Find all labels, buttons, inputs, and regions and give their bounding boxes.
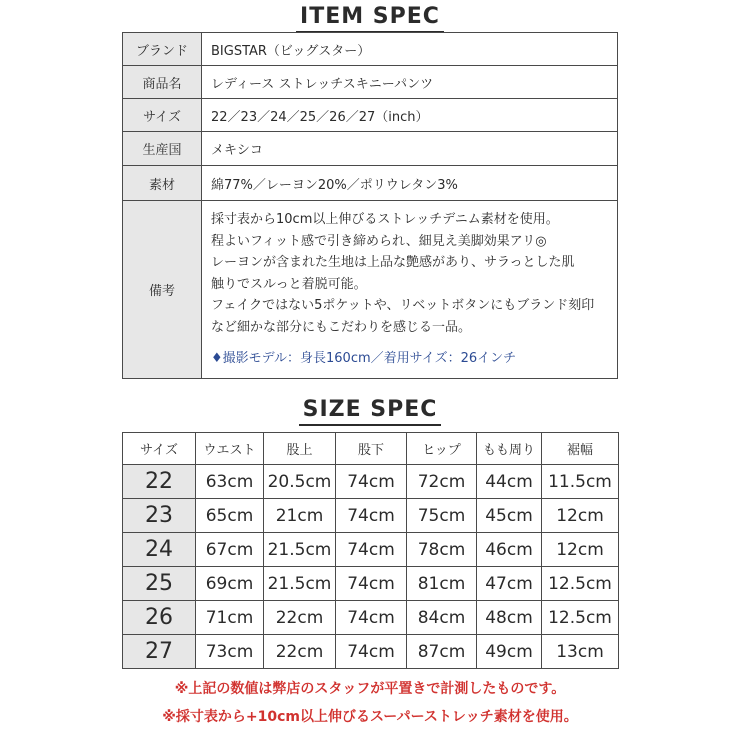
size-cell: 49cm — [477, 635, 542, 669]
size-spec-table — [122, 432, 619, 669]
size-cell: 44cm — [477, 465, 542, 499]
size-row — [123, 567, 619, 601]
size-cell: 74cm — [336, 601, 407, 635]
remarks-line: フェイクではない5ポケットや、リベットボタンにもブランド刻印 — [211, 298, 595, 314]
size-cell: 74cm — [336, 567, 407, 601]
size-cell: 71cm — [196, 601, 264, 635]
size-spec-title — [0, 397, 740, 426]
item-spec-title-text: ITEM SPEC — [296, 4, 444, 33]
spec-key: 素材 — [123, 166, 202, 201]
spec-key: 備考 — [123, 201, 202, 379]
model-info: ♦撮影モデル：身長160cm／着用サイズ：26インチ — [211, 351, 517, 367]
remarks-line: レーヨンが含まれた生地は上品な艶感があり、サラっとした肌 — [211, 255, 575, 271]
size-cell: 12.5cm — [542, 567, 619, 601]
size-cell: 46cm — [477, 533, 542, 567]
size-label: 24 — [123, 533, 196, 567]
size-cell: 65cm — [196, 499, 264, 533]
size-row — [123, 499, 619, 533]
size-label: 22 — [123, 465, 196, 499]
size-cell: 74cm — [336, 465, 407, 499]
remarks-line: 触りでスルっと着脱可能。 — [211, 276, 367, 292]
size-cell: 12.5cm — [542, 601, 619, 635]
spec-value: BIGSTAR（ビッグスター） — [202, 33, 618, 66]
remarks-line: 採寸表から10cm以上伸びるストレッチデニム素材を使用。 — [211, 212, 559, 228]
size-cell: 78cm — [407, 533, 477, 567]
spec-key: 生産国 — [123, 132, 202, 166]
size-cell: 22cm — [264, 601, 336, 635]
size-cell: 67cm — [196, 533, 264, 567]
size-header-cell: もも周り — [477, 433, 542, 465]
remarks-line: など細かな部分にもこだわりを感じる一品。 — [211, 319, 472, 335]
size-spec-title-text: SIZE SPEC — [299, 397, 442, 426]
size-cell: 81cm — [407, 567, 477, 601]
remarks-line: 程よいフィット感で引き締められ、細見え美脚効果アリ◎ — [211, 233, 547, 249]
spec-value: 22／23／24／25／26／27（inch） — [202, 99, 618, 132]
spec-value: 綿77%／レーヨン20%／ポリウレタン3% — [202, 166, 618, 201]
spec-row-origin — [123, 132, 618, 166]
size-row — [123, 465, 619, 499]
size-cell: 47cm — [477, 567, 542, 601]
spec-key: 商品名 — [123, 66, 202, 99]
size-header-cell: ヒップ — [407, 433, 477, 465]
size-header-row — [123, 433, 619, 465]
size-label: 23 — [123, 499, 196, 533]
remarks-spacer — [211, 338, 617, 348]
size-row — [123, 601, 619, 635]
measurement-note: ※上記の数値は弊店のスタッフが平置きで計測したものです。 — [174, 681, 566, 697]
size-header-cell: 裾幅 — [542, 433, 619, 465]
size-cell: 20.5cm — [264, 465, 336, 499]
size-cell: 74cm — [336, 499, 407, 533]
size-header-cell: 股下 — [336, 433, 407, 465]
size-cell: 69cm — [196, 567, 264, 601]
size-cell: 74cm — [336, 635, 407, 669]
spec-key: サイズ — [123, 99, 202, 132]
size-row — [123, 533, 619, 567]
size-cell: 22cm — [264, 635, 336, 669]
size-header-cell: 股上 — [264, 433, 336, 465]
size-label: 27 — [123, 635, 196, 669]
size-cell: 74cm — [336, 533, 407, 567]
size-cell: 12cm — [542, 533, 619, 567]
size-cell: 21cm — [264, 499, 336, 533]
remarks-cell — [202, 201, 618, 379]
size-header-cell: サイズ — [123, 433, 196, 465]
spec-row-remarks — [123, 201, 618, 379]
spec-key: ブランド — [123, 33, 202, 66]
spec-row-material — [123, 166, 618, 201]
size-cell: 48cm — [477, 601, 542, 635]
size-cell: 84cm — [407, 601, 477, 635]
size-header-cell: ウエスト — [196, 433, 264, 465]
size-cell: 72cm — [407, 465, 477, 499]
spec-value: レディース ストレッチスキニーパンツ — [202, 66, 618, 99]
item-spec-table — [122, 32, 618, 379]
size-cell: 12cm — [542, 499, 619, 533]
size-cell: 63cm — [196, 465, 264, 499]
size-cell: 75cm — [407, 499, 477, 533]
spec-row-size — [123, 99, 618, 132]
size-row — [123, 635, 619, 669]
spec-value: メキシコ — [202, 132, 618, 166]
size-cell: 87cm — [407, 635, 477, 669]
size-cell: 21.5cm — [264, 533, 336, 567]
item-spec-title — [0, 4, 740, 33]
size-label: 26 — [123, 601, 196, 635]
size-cell: 11.5cm — [542, 465, 619, 499]
size-cell: 45cm — [477, 499, 542, 533]
stretch-note: ※採寸表から+10cm以上伸びるスーパーストレッチ素材を使用。 — [162, 709, 578, 725]
size-cell: 21.5cm — [264, 567, 336, 601]
spec-row-product-name — [123, 66, 618, 99]
size-cell: 13cm — [542, 635, 619, 669]
size-cell: 73cm — [196, 635, 264, 669]
spec-row-brand — [123, 33, 618, 66]
size-label: 25 — [123, 567, 196, 601]
